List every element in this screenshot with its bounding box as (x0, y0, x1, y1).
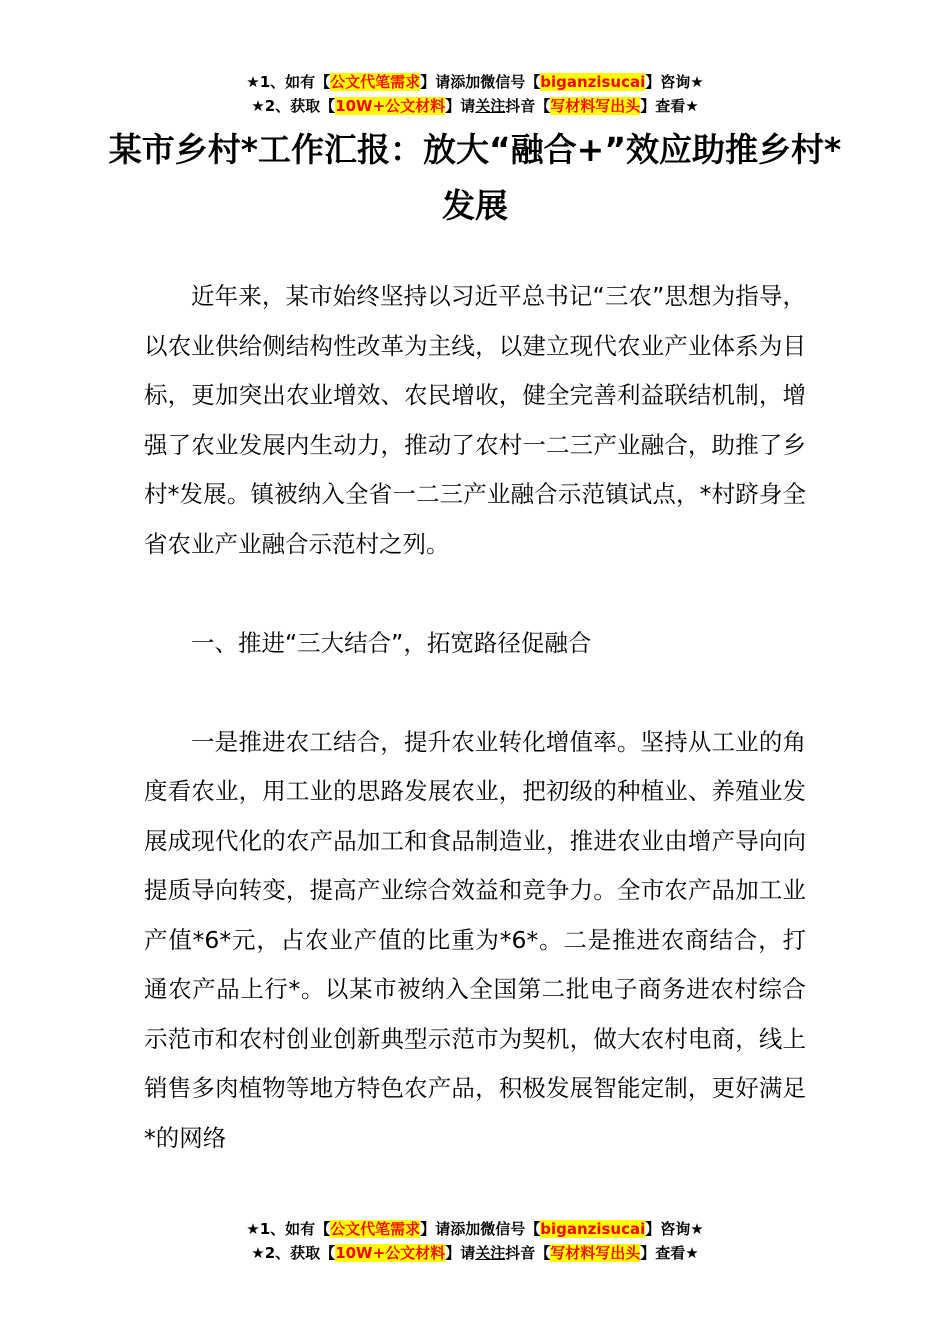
top-banner (0, 70, 950, 118)
paragraph-spacer (144, 668, 806, 718)
bottom-banner (0, 1217, 950, 1265)
banner-line-2: ★2、获取【10W+公文材料】请关注抖音【写材料写出头】查看★ (251, 1244, 699, 1262)
banner-line-1: ★1、如有【公文代笔需求】请添加微信号【biganzisucai】咨询★ (246, 73, 704, 91)
banner-highlight-wechat-id: biganzisucai (540, 1220, 646, 1238)
banner-highlight-douyin: 写材料写出头 (550, 97, 641, 115)
section-heading: 一、推进“三大结合”，拓宽路径促融合 (191, 628, 592, 657)
body-paragraph: 一是推进农工结合，提升农业转化增值率。坚持从工业的角度看农业，用工业的思路发展农业，把初级的种植业、养殖业发展成现代化的农产品加工和食品制造业，推进农业由增产导向向提质导向转变，提高产业综合效益和竞争力。全市农产品加工业产值*6*元，占农业产值的比重为*6*。二是推进农商结合，打通农产品上行*。以某市被纳入全国第二批电子商务进农村综合示范市和农村创业创新典型示范市为契机，做大农村电商，线上销售多肉植物等地方特色农产品，积极发展智能定制，更好满足*的网络 (144, 727, 806, 1152)
banner-highlight-materials: 10W+公文材料 (335, 1244, 446, 1262)
banner-line-2: ★2、获取【10W+公文材料】请关注抖音【写材料写出头】查看★ (251, 97, 699, 115)
banner-highlight-wechat-id: biganzisucai (540, 73, 646, 91)
banner-highlight-douyin: 写材料写出头 (550, 1244, 641, 1262)
banner-highlight-materials: 10W+公文材料 (335, 97, 446, 115)
intro-paragraph: 近年来，某市始终坚持以习近平总书记“三农”思想为指导，以农业供给侧结构性改革为主线，以建立现代农业产业体系为目标，更加突出农业增效、农民增收，健全完善利益联结机制，增强了农业发展内生动力，推动了农村一二三产业融合，助推了乡村*发展。镇被纳入全省一二三产业融合示范镇试点，*村跻身全省农业产业融合示范村之列。 (144, 282, 806, 558)
banner-line-1: ★1、如有【公文代笔需求】请添加微信号【biganzisucai】咨询★ (246, 1220, 704, 1238)
banner-highlight-service: 公文代笔需求 (330, 1220, 421, 1238)
document-title: 某市乡村*工作汇报：放大“融合+”效应助推乡村*发展 (108, 130, 842, 225)
paragraph-spacer (144, 569, 806, 619)
banner-highlight-service: 公文代笔需求 (330, 73, 421, 91)
document-body (144, 272, 806, 1163)
